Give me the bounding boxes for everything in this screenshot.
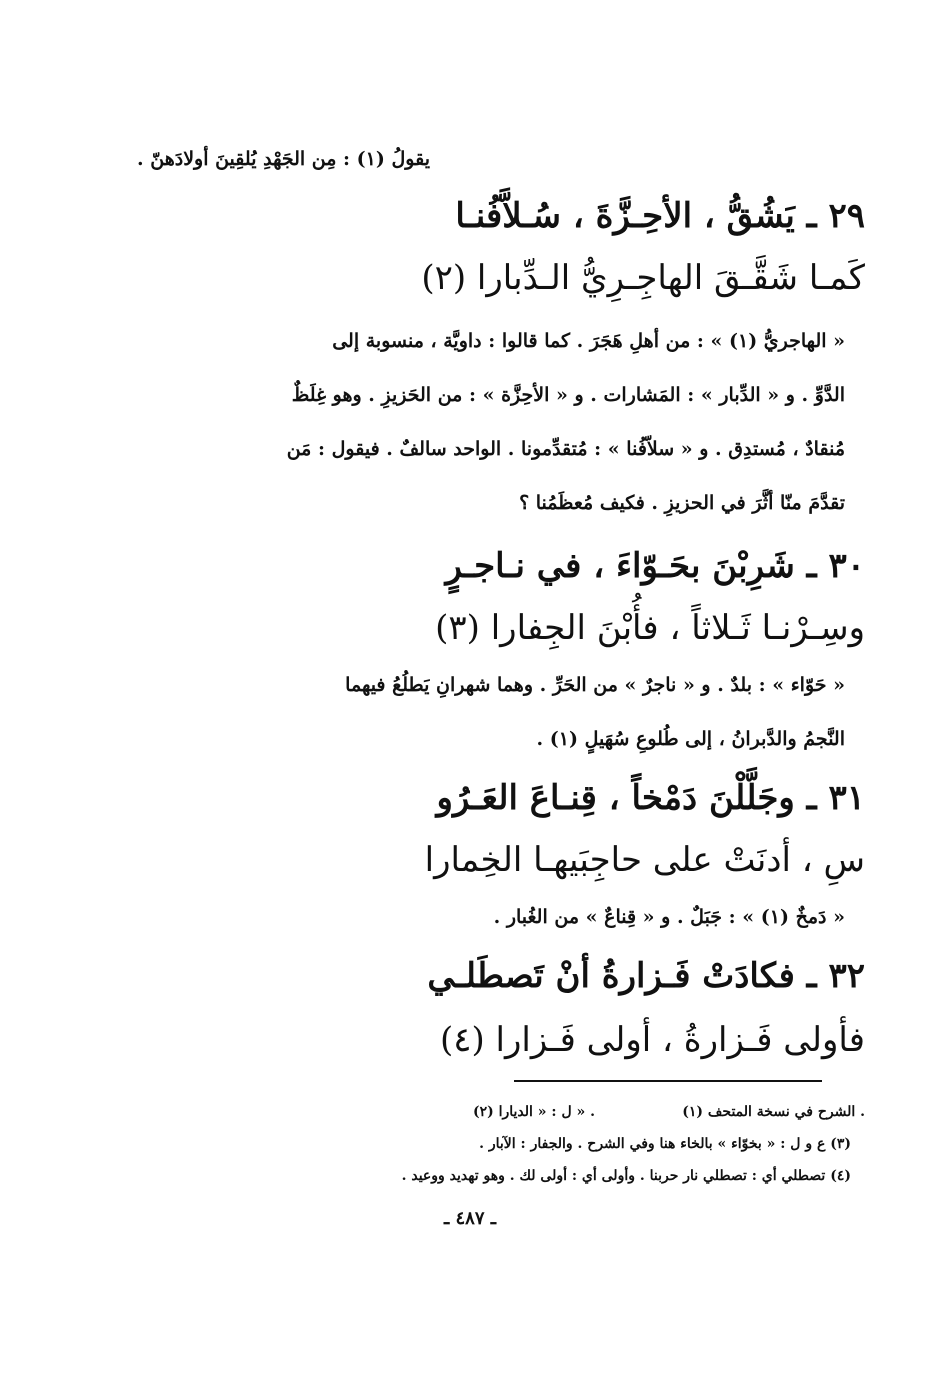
- commentary-line: « حَوّاء » : بلدٌ . و « ناجرٌ » من الحَرِّ . وهما شهرانِ يَطلُعُ فيهما: [345, 674, 845, 696]
- verse-31-second-hemistich: سِ ، أدنَتْ على حاجِبَيهـا الخِمارا: [424, 840, 865, 880]
- verse-32-first-hemistich: ٣٢ ـ فكادَتْ فَـزارةُ أنْ تَصطَلـي: [427, 956, 865, 996]
- verse-29-first-hemistich: ٢٩ ـ يَشُقُّ ، الأحِـزَّةَ ، سُـلاَّفُنـا: [455, 196, 865, 236]
- verse-29-second-hemistich: كَمـا شَقَّـقَ الهاجِـرِيُّ الـدِّبارا (٢): [421, 258, 865, 298]
- commentary-line: الدَّوِّ . و « الدِّبار » : المَشارات . و « الأحِزَّة » : من الحَزيزِ . وهو غِلَظٌ: [291, 384, 845, 406]
- intro-line: يقولُ (١) : مِن الجَهْدِ يُلقِينَ أولادَهنّ .: [137, 148, 430, 170]
- verse-30-first-hemistich: ٣٠ ـ شَرِبْنَ بحَـوّاءَ ، في نـاجـرٍ: [445, 546, 865, 586]
- commentary-line: « الهاجريُّ (١) » : من أهلِ هَجَرَ . كما قالوا : داويَّة ، منسوبة إلى: [332, 330, 845, 352]
- page-number: ـ ٤٨٧ ـ: [443, 1208, 497, 1229]
- footnote-row: [305, 1102, 865, 1122]
- verse-30-second-hemistich: وسِـرْنـا ثَـلاثاً ، فأُبْنَ الجِفارا (٣): [435, 608, 865, 648]
- footnote-divider: [514, 1080, 822, 1082]
- commentary-line: مُنقادٌ ، مُستدِق . و « سلاّفُنا » : مُتقدِّمونا . الواحد سالفٌ . فيقول : مَن: [286, 438, 845, 460]
- footnote-4: (٤) تصطلي أي : تصطلي نار حربنا . وأولى أي : أولى لك . وهو تهديد ووعيد .: [401, 1168, 851, 1184]
- verse-32-second-hemistich: فأولى فَـزارةُ ، أولى فَـزارا (٤): [439, 1020, 865, 1060]
- footnote-2: (٢) ل : « الديارا » .: [472, 1104, 595, 1120]
- commentary-line: تقدَّمَ منّا أثَّرَ في الحزيزِ . فكيف مُعظَمُنا ؟: [519, 492, 845, 514]
- commentary-line: « دَمخٌ (١) » : جَبَلٌ . و « قِناعٌ » من الغُبار .: [493, 906, 845, 928]
- verse-31-first-hemistich: ٣١ ـ وجَلَّلْنَ دَمْخاً ، قِنـاعَ العَـرُو: [436, 778, 865, 818]
- footnote-3: (٣) ع و ل : « بخوّاء » بالخاء هنا وفي الشرح . والجفار : الآبار .: [479, 1136, 851, 1152]
- footnote-1: (١) الشرح في نسخة المتحف .: [682, 1104, 865, 1120]
- commentary-line: النَّجمُ والدَّبرانُ ، إلى طُلوعِ سُهَيلٍ (١) .: [536, 728, 845, 750]
